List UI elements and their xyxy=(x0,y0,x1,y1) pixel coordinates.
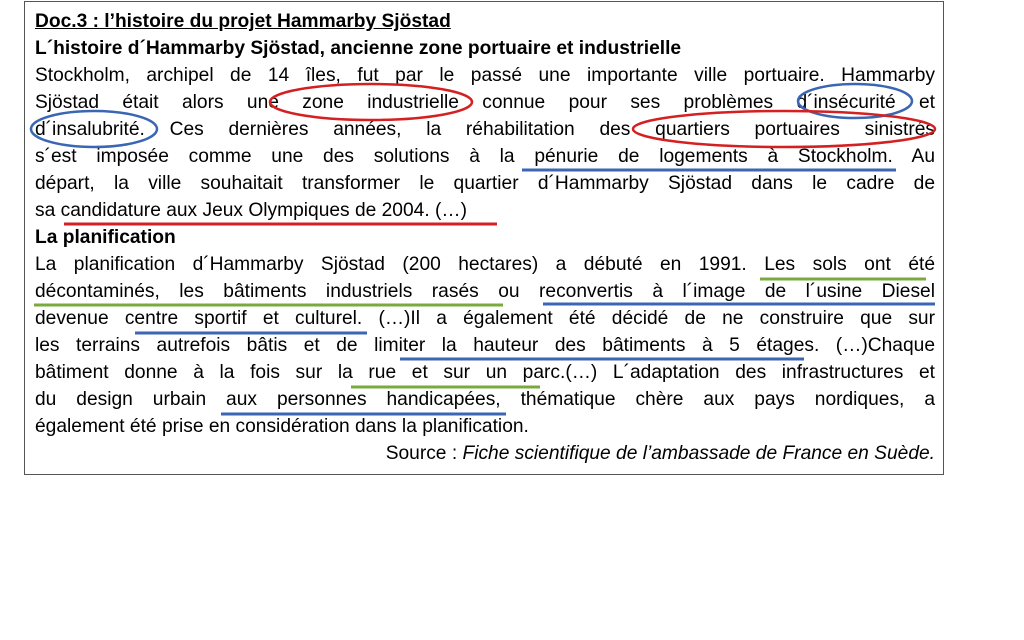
document-box xyxy=(24,1,944,475)
source-title: Fiche scientifique de l’ambassade de France en Suède. xyxy=(462,443,935,464)
paragraph-line: également été prise en considération dans la planification. xyxy=(35,416,529,437)
paragraph-line: sa candidature aux Jeux Olympiques de 2004. (…) xyxy=(35,200,467,221)
section-heading-planning: La planification xyxy=(35,227,176,248)
paragraph-line: les terrains autrefois bâtis et de limiter la hauteur des bâtiments à 5 étages. (…)Chaque xyxy=(35,335,935,356)
document-title: Doc.3 : l’histoire du projet Hammarby Sjöstad xyxy=(35,11,451,32)
paragraph-line: Stockholm, archipel de 14 îles, fut par le passé une importante ville portuaire. Hammarby xyxy=(35,65,935,86)
paragraph-line: devenue centre sportif et culturel. (…)Il a également été décidé de ne construire que sur xyxy=(35,308,935,329)
paragraph-line: Sjöstad était alors une zone industrielle connue pour ses problèmes d´insécurité et xyxy=(35,92,935,113)
paragraph-line: décontaminés, les bâtiments industriels rasés ou reconvertis à l´image de l´usine Diesel xyxy=(35,281,935,302)
section-heading-history: L´histoire d´Hammarby Sjöstad, ancienne zone portuaire et industrielle xyxy=(35,38,682,59)
paragraph-line: d´insalubrité. Ces dernières années, la réhabilitation des quartiers portuaires sinistrés xyxy=(35,119,935,140)
paragraph-line: bâtiment donne à la fois sur la rue et sur un parc.(…) L´adaptation des infrastructures et xyxy=(35,362,935,383)
source-line xyxy=(35,440,935,467)
paragraph-line: départ, la ville souhaitait transformer le quartier d´Hammarby Sjöstad dans le cadre de xyxy=(35,173,935,194)
paragraph-line: s´est imposée comme une des solutions à la pénurie de logements à Stockholm. Au xyxy=(35,146,935,167)
paragraph-line: La planification d´Hammarby Sjöstad (200 hectares) a débuté en 1991. Les sols ont été xyxy=(35,254,935,275)
source-prefix: Source : xyxy=(385,443,463,464)
paragraph-line: du design urbain aux personnes handicapées, thématique chère aux pays nordiques, a xyxy=(35,389,935,410)
